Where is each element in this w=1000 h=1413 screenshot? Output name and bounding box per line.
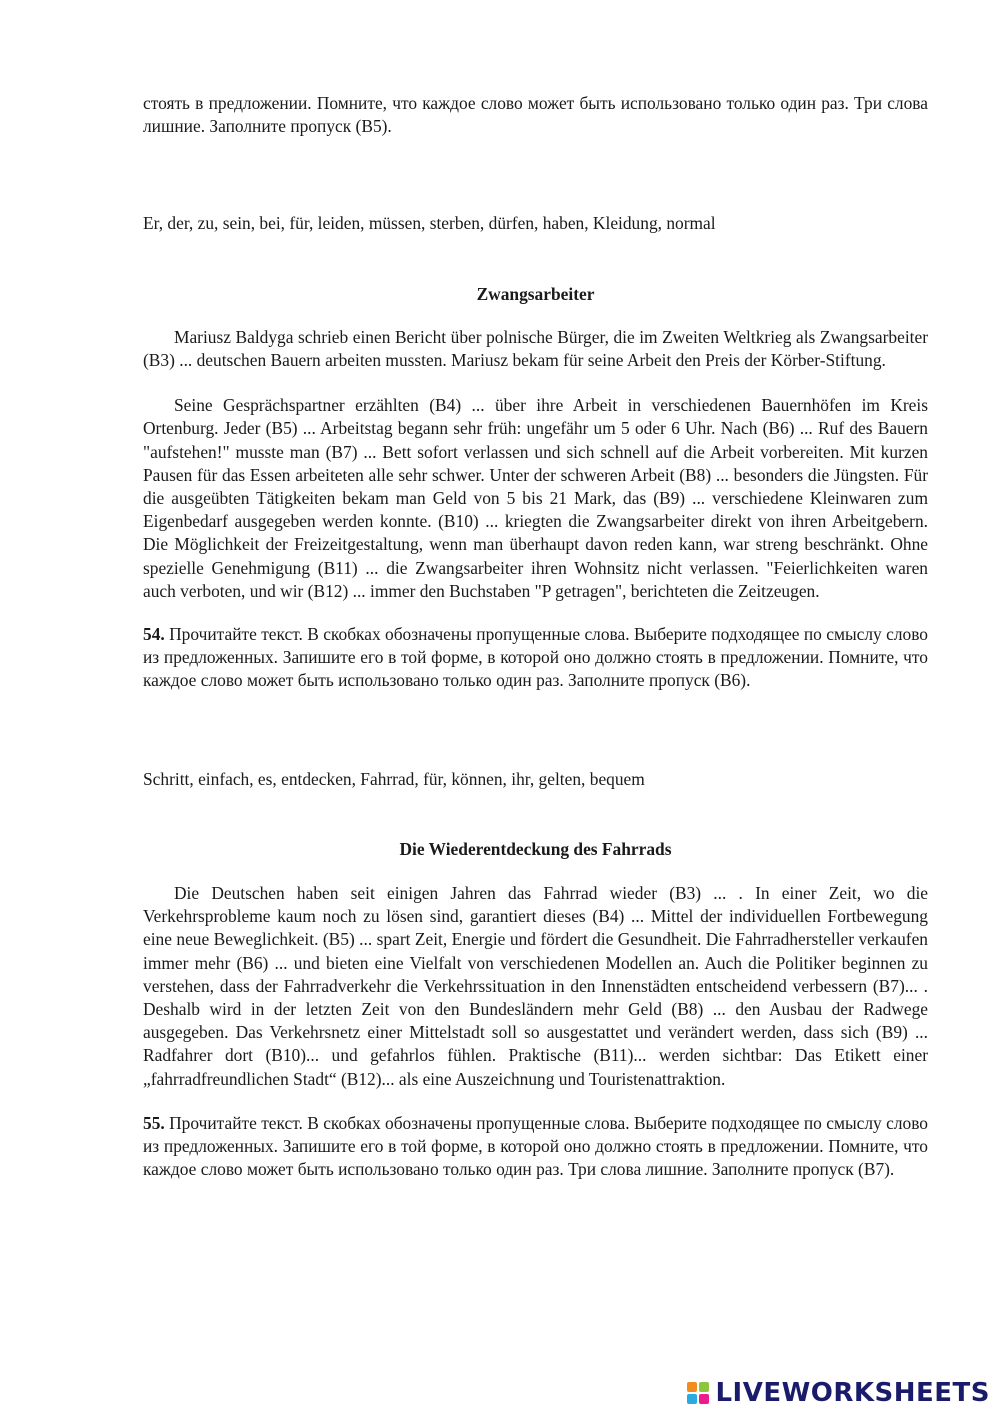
question-55-text: Прочитайте текст. В скобках обозначены пропущенные слова. Выберите подходящее по смыслу слово из предложенных. Запишите его в той форме, в которой оно должно стоять в предложении. Помните, что каждое слово может быть использовано только один раз. Три слова лишние. Заполните пропуск (B7).	[143, 1112, 928, 1180]
section2-title: Die Wiederentdeckung des Fahrrads	[399, 838, 672, 859]
worksheet-page	[143, 92, 928, 1182]
question-55-number: 55.	[143, 1112, 165, 1133]
logo-square-3	[687, 1394, 697, 1404]
liveworksheets-logo-icon	[687, 1382, 709, 1404]
liveworksheets-logo	[687, 1379, 990, 1407]
section1-title: Zwangsarbeiter	[476, 283, 595, 304]
section1-word-bank: Er, der, zu, sein, bei, für, leiden, müssen, sterben, dürfen, haben, Kleidung, normal	[143, 213, 716, 234]
logo-square-2	[699, 1382, 709, 1392]
question-54-text: Прочитайте текст. В скобках обозначены пропущенные слова. Выберите подходящее по смыслу слово из предложенных. Запишите его в той форме, в которой оно должно стоять в предложении. Помните, что каждое слово может быть использовано только один раз. Заполните пропуск (B6).	[143, 624, 928, 691]
logo-square-4	[699, 1394, 709, 1404]
section2-word-bank: Schritt, einfach, es, entdecken, Fahrrad, für, können, ihr, gelten, bequem	[143, 768, 645, 789]
logo-square-1	[687, 1382, 697, 1392]
section1-paragraph-2: Seine Gesprächspartner erzählten (B4) ... über ihre Arbeit in verschiedenen Bauernhöfen im Kreis Ortenburg. Jeder (B5) ... Arbeitstag begann sehr früh: ungefähr um 5 oder 6 Uhr. Nach (B6) ... Ruf des Bauern "aufstehen!" musste man (B7) ... Bett sofort verlassen und sich schnell auf die Arbeit vorbereiten. Mit kurzen Pausen für das Essen arbeiteten alle sehr schwer. Unter der schweren Arbeit (B8) ... besonders die Jüngsten. Für die ausgeübten Tätigkeiten bekam man Geld von 5 bis 21 Mark, das (B9) ... verschiedene Kleinwaren zum Eigenbedarf ausgegeben werden konnte. (B10) ... kriegten die Zwangsarbeiter direkt von ihren Arbeitgebern. Die Möglichkeit der Freizeitgestaltung, wenn man überhaupt davon reden kann, war streng beschränkt. Ohne spezielle Genehmigung (B11) ... die Zwangsarbeiter ihren Wohnsitz nicht verlassen. "Feierlichkeiten waren auch verboten, und wir (B12) ... immer den Buchstaben "P getragen", berichteten die Zeitzeugen.	[143, 395, 928, 601]
section1-paragraph-1: Mariusz Baldyga schrieb einen Bericht über polnische Bürger, die im Zweiten Weltkrieg als Zwangsarbeiter (B3) ... deutschen Bauern arbeiten mussten. Mariusz bekam für seine Arbeit den Preis der Körber-Stiftung.	[143, 326, 928, 371]
question-54	[143, 623, 928, 693]
section1-instruction-tail: стоять в предложении. Помните, что каждое слово может быть использовано только один раз. Три слова лишние. Заполните пропуск (B5).	[143, 93, 928, 137]
question-54-number: 54.	[143, 624, 165, 645]
section2-paragraph-1: Die Deutschen haben seit einigen Jahren das Fahrrad wieder (B3) ... . In einer Zeit, wo die Verkehrsprobleme kaum noch zu lösen sind, garantiert dieses (B4) ... Mittel der individuellen Fortbewegung eine neue Beweglichkeit. (B5) ... spart Zeit, Energie und fördert die Gesundheit. Die Fahrradhersteller verkaufen immer mehr (B6) ... und bieten eine Vielfalt von verschiedenen Modellen an. Auch die Politiker beginnen zu verstehen, dass der Fahrradverkehr die Verkehrssituation in den Innenstädten entscheidend verbessern (B7)... . Deshalb wird in der letzten Zeit von den Bundesländern mehr Geld (B8) ... den Ausbau der Radwege ausgegeben. Das Verkehrsnetz einer Mittelstadt soll so ausgestattet und verändert werden, dass sich (B9) ... Radfahrer dort (B10)... und gefahrlos fühlen. Praktische (B11)... werden sichtbar: Das Etikett einer „fahrradfreundlichen Stadt“ (B12)... als eine Auszeichnung und Touristenattraktion.	[143, 883, 928, 1089]
liveworksheets-logo-text: LIVEWORKSHEETS	[715, 1378, 990, 1408]
question-55	[143, 1112, 928, 1182]
